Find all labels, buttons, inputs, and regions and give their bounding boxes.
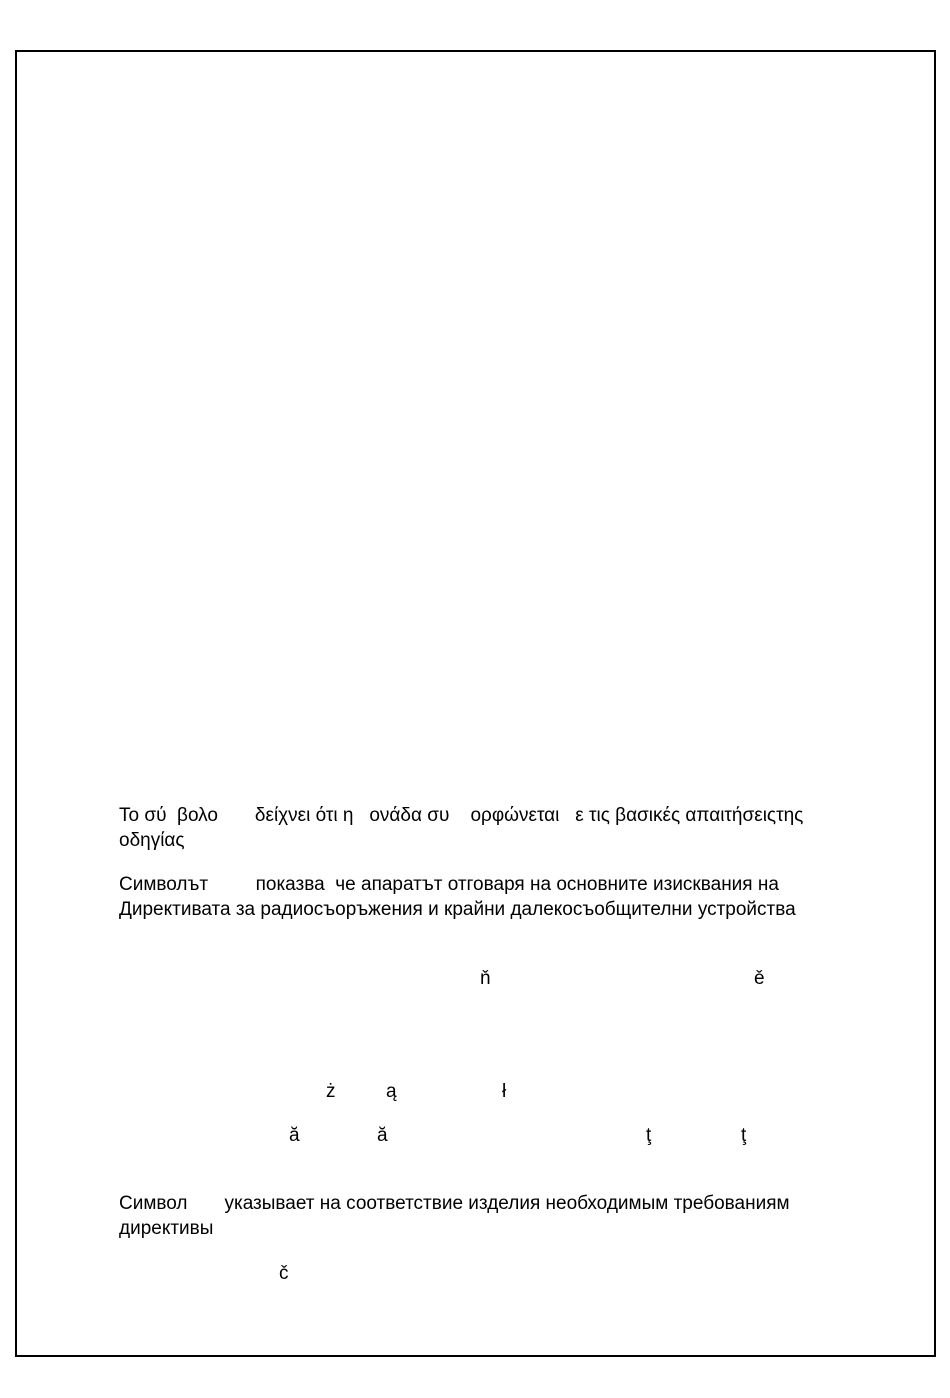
russian-line-1: Символ указывает на соответствие изделия необходимым требованиям	[119, 1193, 790, 1214]
czech-glyph: ň	[480, 968, 491, 989]
slovak-glyph: č	[279, 1263, 289, 1284]
romanian-glyph: ţ	[646, 1125, 652, 1146]
bulgarian-line-2: Директивата за радиосъоръжения и крайни далекосъобщителни устройства	[119, 899, 796, 920]
greek-line-1: Το σύ βολο δείχνει ότι η ονάδα συ ορφώνεται ε τις βασικές απαιτήσειςτης	[119, 805, 804, 826]
greek-line-2: οδηγίας	[119, 830, 185, 851]
romanian-glyph: ţ	[741, 1125, 747, 1146]
czech-glyph: ě	[754, 968, 765, 989]
polish-glyph: ż	[326, 1081, 336, 1102]
romanian-glyph: ă	[377, 1125, 388, 1146]
russian-line-2: директивы	[119, 1218, 214, 1239]
polish-glyph: ł	[502, 1081, 507, 1102]
polish-glyph: ą	[386, 1081, 397, 1102]
bulgarian-line-1: Символът показва че апаратът отговаря на основните изисквания на	[119, 874, 779, 895]
page-border	[15, 50, 936, 1357]
romanian-glyph: ă	[289, 1125, 300, 1146]
